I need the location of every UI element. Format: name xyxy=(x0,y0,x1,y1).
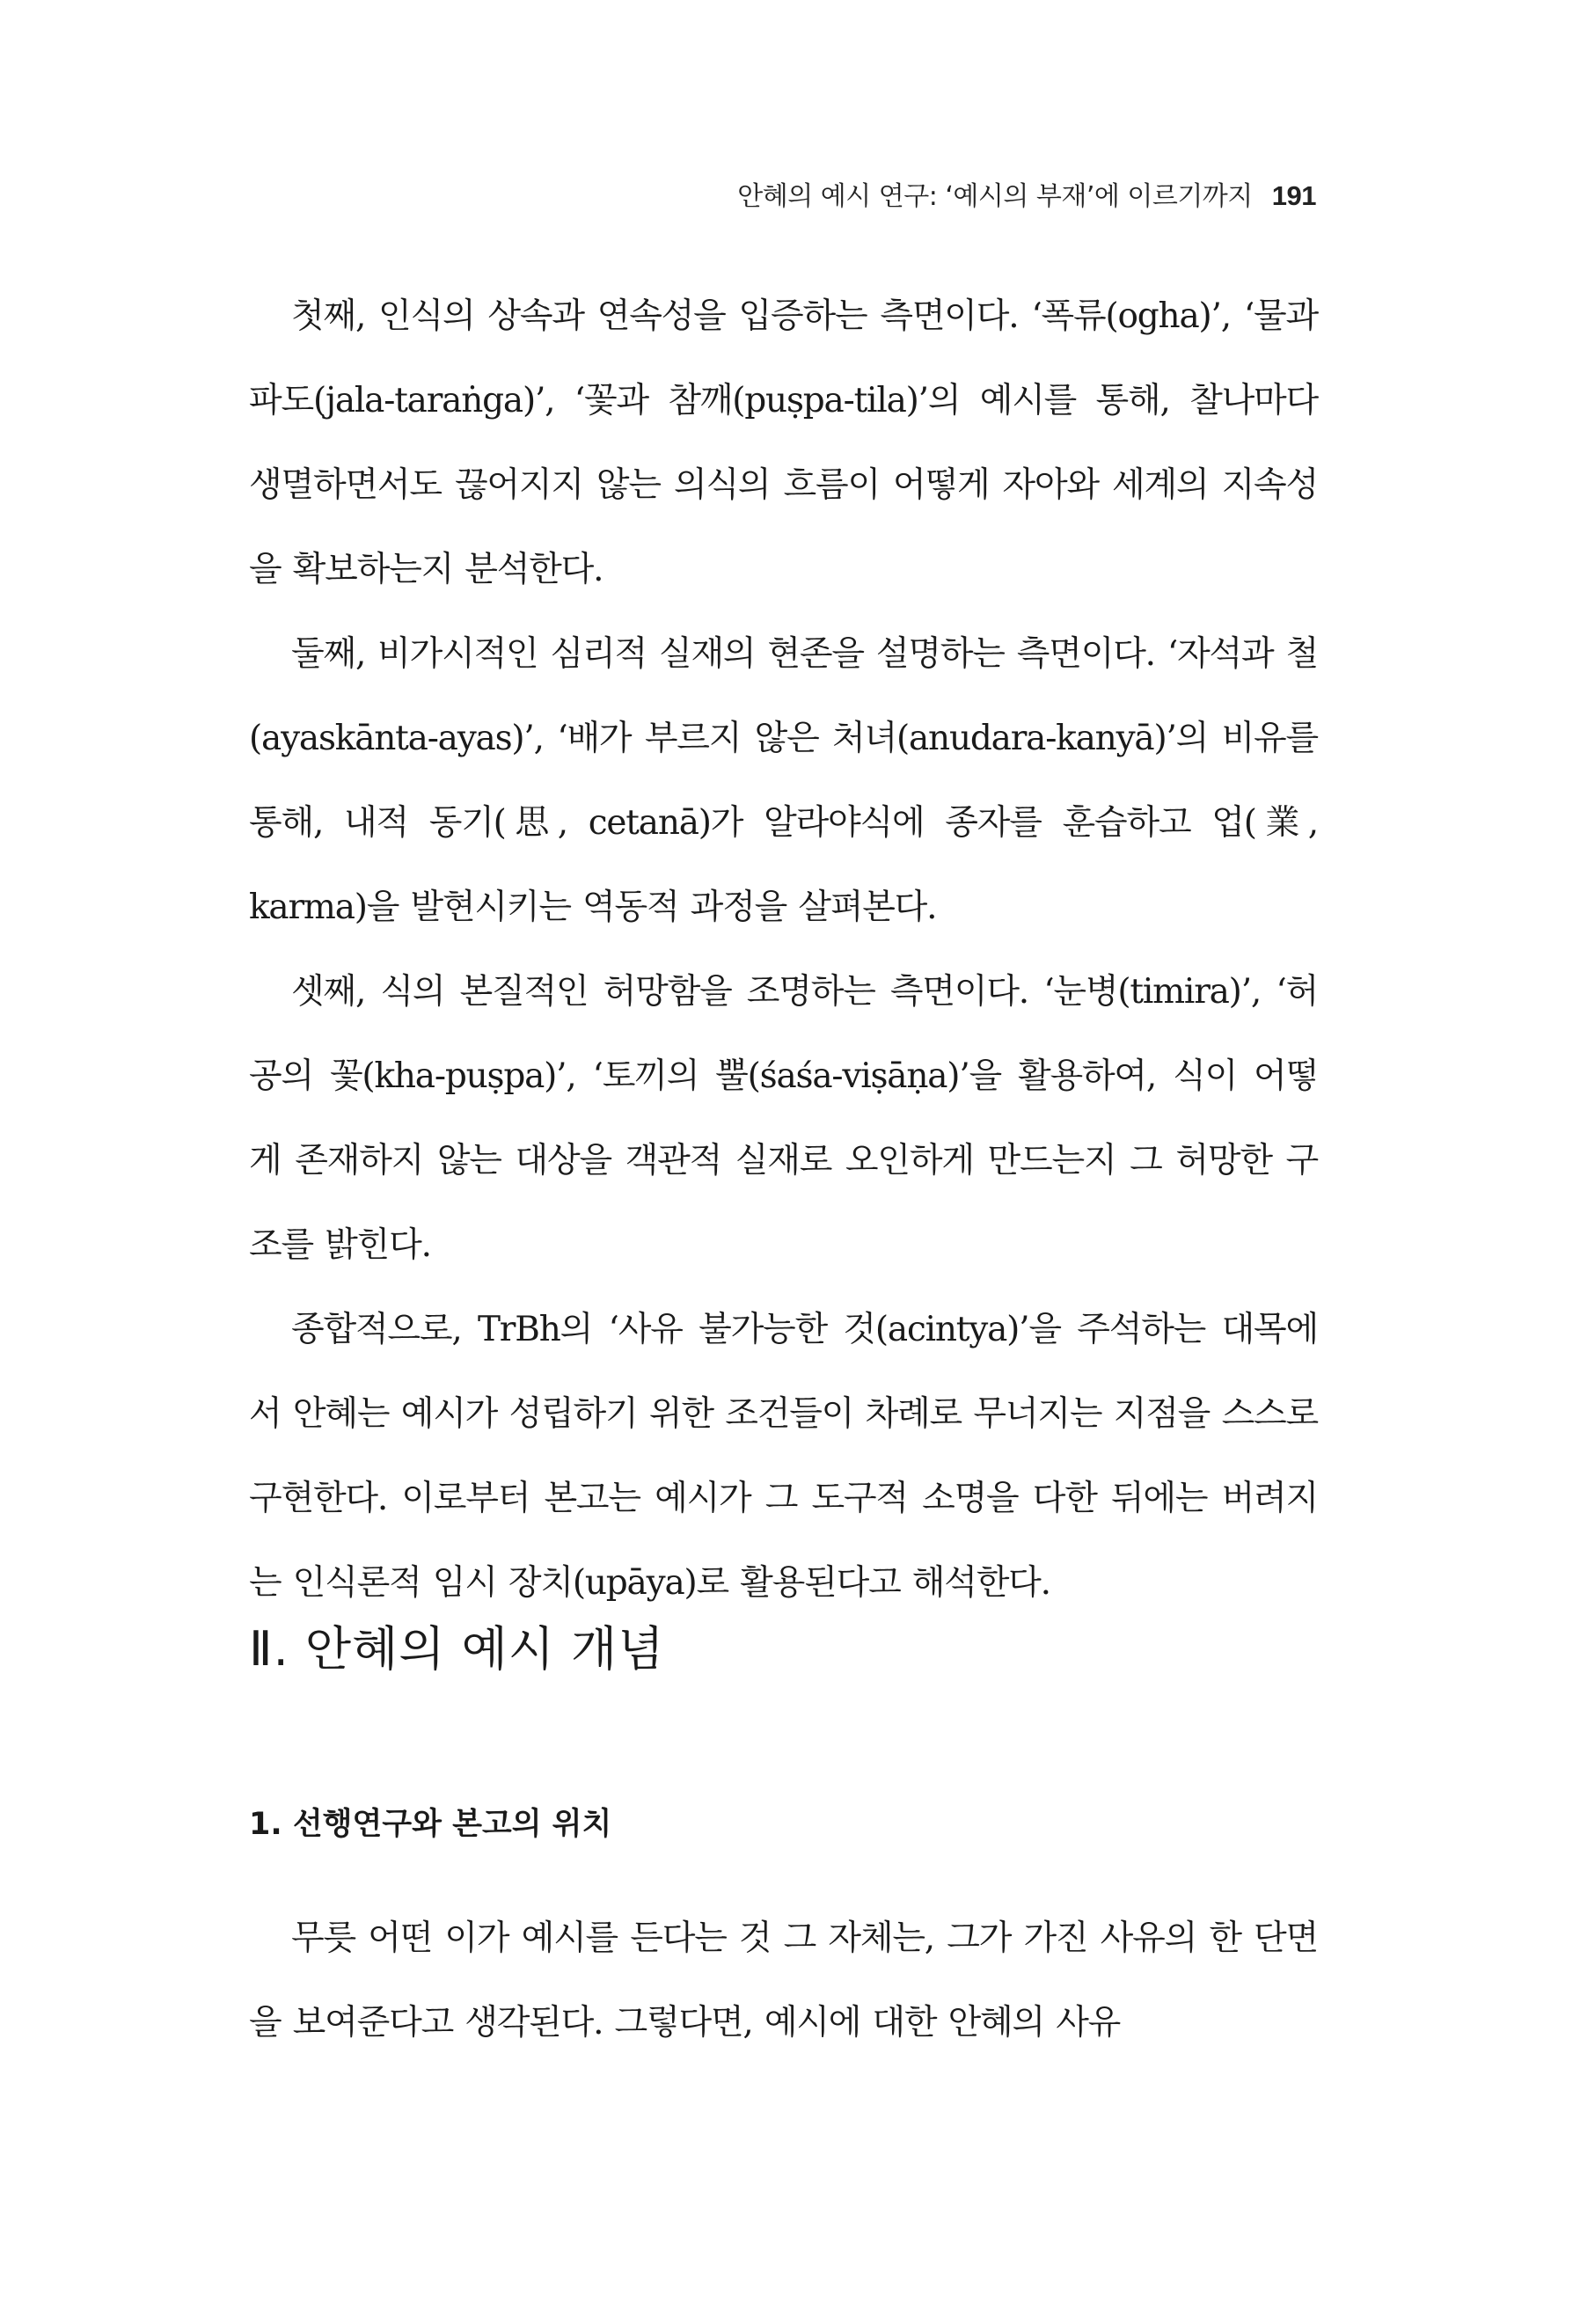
intro-text-block xyxy=(249,274,1318,1626)
running-head-title: 안혜의 예시 연구: ‘예시의 부재’에 이르기까지 xyxy=(737,181,1253,212)
paragraph-synthesis: 종합적으로, TrBh의 ‘사유 불가능한 것(acintya)’을 주석하는 대목에서 안혜는 예시가 성립하기 위한 조건들이 차례로 무너지는 지점을 스스로 구현한다. 이로부터 본고는 예시가 그 도구적 소명을 다한 뒤에는 버려지는 인식론적 임시 장치(upāya)로 활용된다고 해석한다. xyxy=(249,1310,1318,1603)
page-number: 191 xyxy=(1271,180,1316,211)
paragraph-section-opening: 무릇 어떤 이가 예시를 든다는 것 그 자체는, 그가 가진 사유의 한 단면을 보여준다고 생각된다. 그렇다면, 예시에 대한 안혜의 사유 xyxy=(249,1918,1318,2043)
paragraph-third-aspect: 셋째, 식의 본질적인 허망함을 조명하는 측면이다. ‘눈병(timira)’, ‘허공의 꽃(kha-puṣpa)’, ‘토끼의 뿔(śaśa-viṣāṇa)’을 활용하여, 식이 어떻게 존재하지 않는 대상을 객관적 실재로 오인하게 만드는지 그 허망한 구조를 밝힌다. xyxy=(249,972,1318,1265)
paragraph-second-aspect: 둘째, 비가시적인 심리적 실재의 현존을 설명하는 측면이다. ‘자석과 철(ayaskānta-ayas)’, ‘배가 부르지 않은 처녀(anudara-kanyā)’의 비유를 통해, 내적 동기(思, cetanā)가 알라야식에 종자를 훈습하고 업(業, karma)을 발현시키는 역동적 과정을 살펴본다. xyxy=(249,634,1318,927)
section-heading: Ⅱ. 안혜의 예시 개념 xyxy=(249,1621,665,1677)
subsection-heading: 1. 선행연구와 본고의 위치 xyxy=(249,1807,612,1842)
running-head xyxy=(737,174,1316,213)
paragraph-first-aspect: 첫째, 인식의 상속과 연속성을 입증하는 측면이다. ‘폭류(ogha)’, ‘물과 파도(jala-taraṅga)’, ‘꽃과 참깨(puṣpa-tila)’의 예시를 통해, 찰나마다 생멸하면서도 끊어지지 않는 의식의 흐름이 어떻게 자아와 세계의 지속성을 확보하는지 분석한다. xyxy=(249,296,1318,589)
section-text-block xyxy=(249,1896,1318,2065)
